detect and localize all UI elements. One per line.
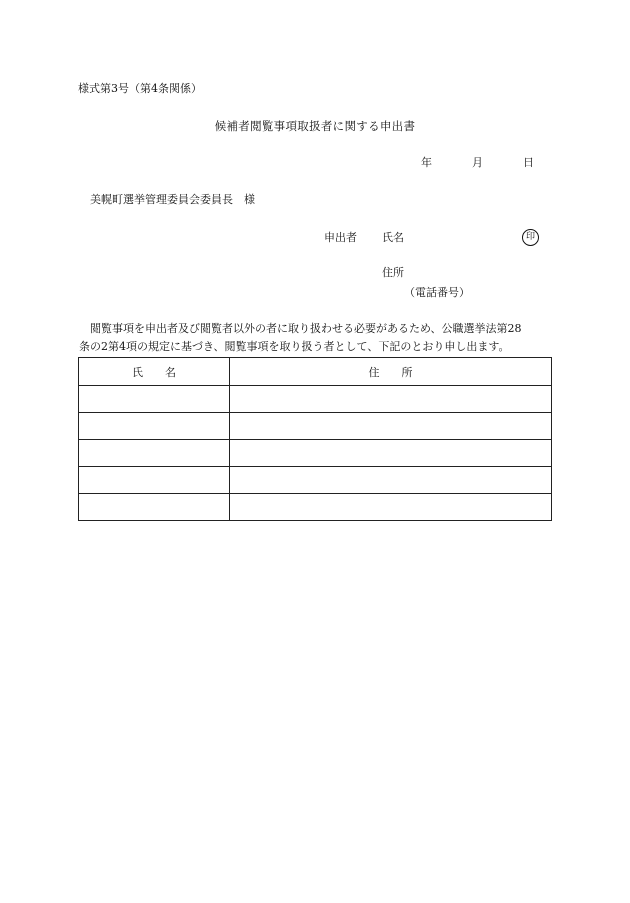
address-cell[interactable] [230, 494, 552, 521]
address-cell[interactable] [230, 467, 552, 494]
table-row [79, 440, 552, 467]
name-cell[interactable] [79, 440, 230, 467]
addressee: 美幌町選挙管理委員会委員長 様 [90, 193, 255, 206]
column-header-name: 氏 名 [79, 358, 230, 386]
table-row [79, 494, 552, 521]
date-month-label: 月 [472, 156, 483, 169]
statement-paragraph [79, 320, 553, 356]
table-row [79, 386, 552, 413]
applicant-phone-label: （電話番号） [404, 286, 470, 299]
statement-line-1: 閲覧事項を申出者及び閲覧者以外の者に取り扱わせる必要があるため、公職選挙法第28 [90, 322, 522, 335]
handler-table [78, 357, 552, 521]
date-line [421, 156, 534, 169]
document-title: 候補者閲覧事項取扱者に関する申出書 [214, 119, 416, 133]
applicant-address-label: 住所 [382, 266, 404, 279]
date-year-label: 年 [421, 156, 432, 169]
form-number: 様式第3号（第4条関係） [78, 82, 202, 95]
statement-line-2: 条の2第4項の規定に基づき、閲覧事項を取り扱う者として、下記のとおり申し出ます。 [79, 340, 510, 353]
name-cell[interactable] [79, 386, 230, 413]
name-cell[interactable] [79, 494, 230, 521]
applicant-name-label: 氏名 [382, 231, 404, 244]
address-cell[interactable] [230, 413, 552, 440]
date-day-label: 日 [523, 156, 534, 169]
table-header-row [79, 358, 552, 386]
column-header-address: 住 所 [230, 358, 552, 386]
table-row [79, 467, 552, 494]
table-row [79, 413, 552, 440]
address-cell[interactable] [230, 386, 552, 413]
name-cell[interactable] [79, 413, 230, 440]
applicant-label: 申出者 [324, 231, 357, 244]
seal-mark: 印 [522, 229, 539, 246]
address-cell[interactable] [230, 440, 552, 467]
name-cell[interactable] [79, 467, 230, 494]
